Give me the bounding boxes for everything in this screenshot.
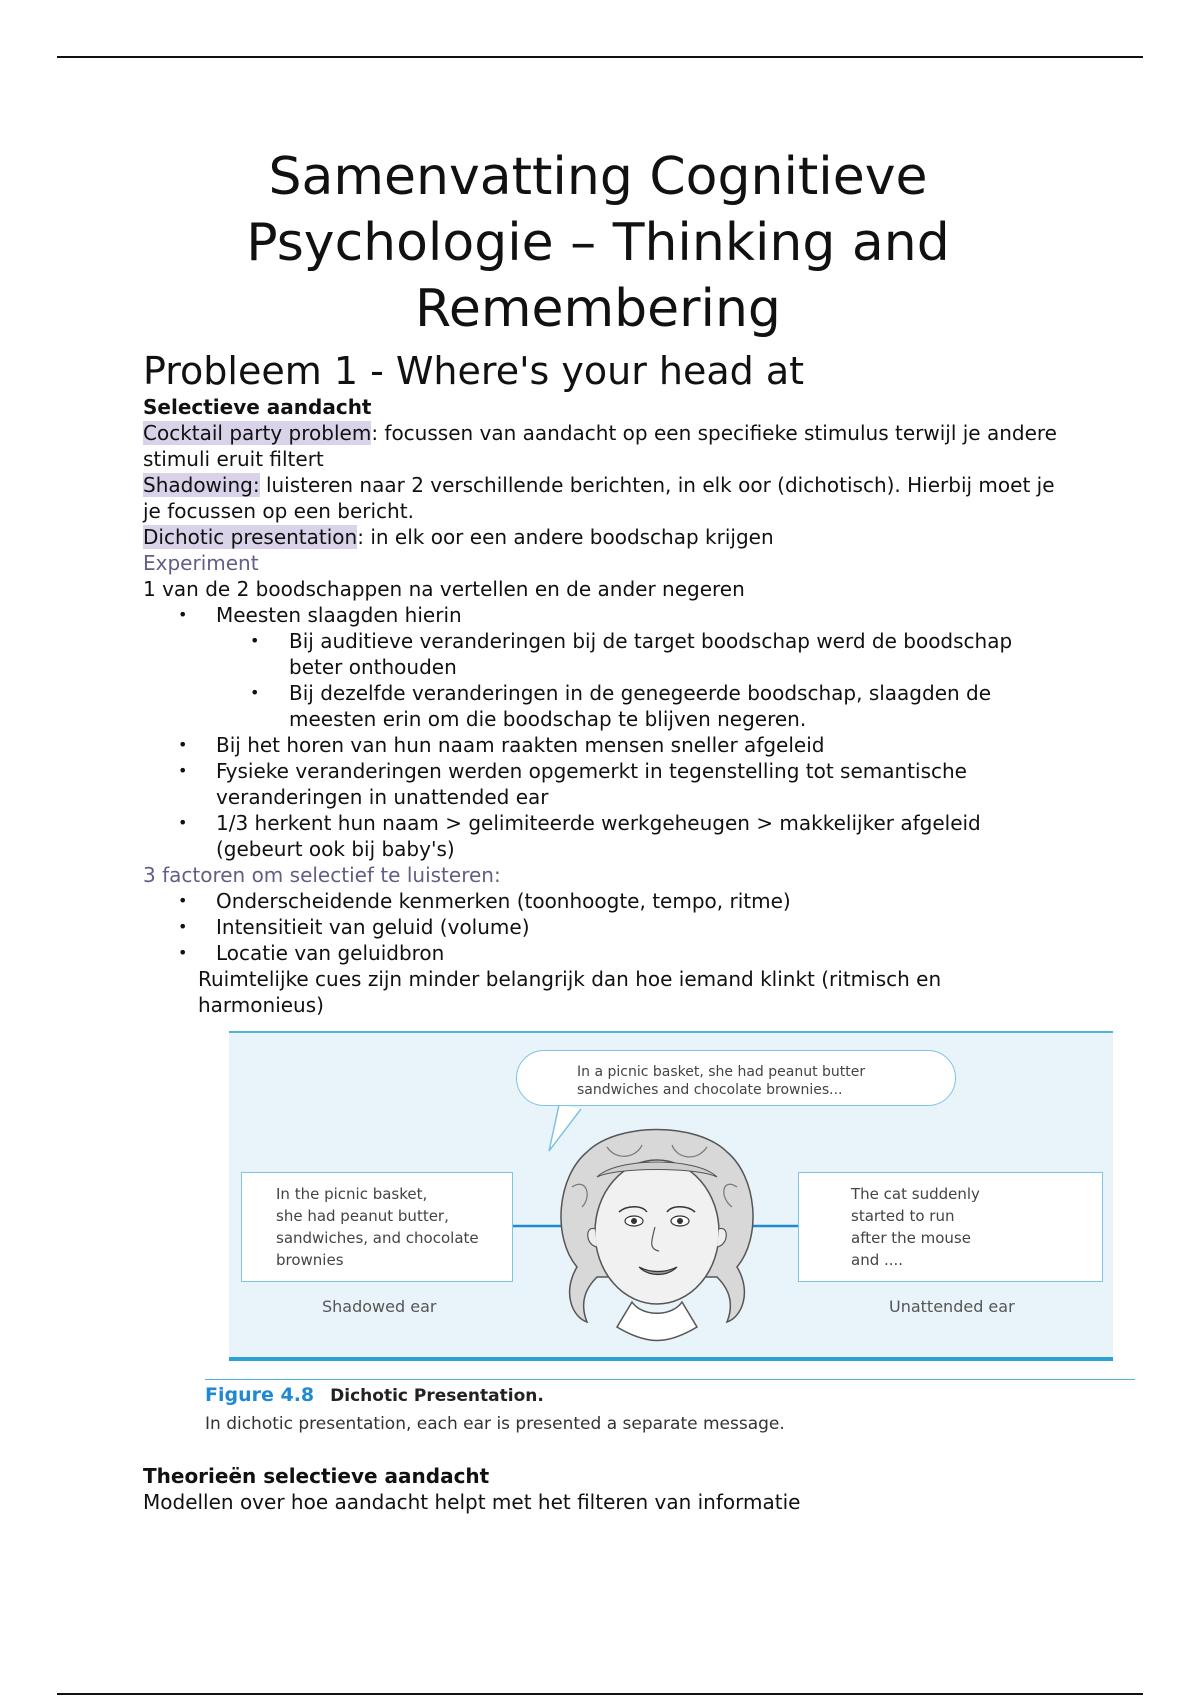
figure-title: Dichotic Presentation.	[330, 1386, 544, 1406]
document-title: Samenvatting Cognitieve Psychologie – Thinking and Remembering	[246, 147, 950, 339]
experiment-label: Experiment	[143, 551, 259, 575]
list-item: • Bij dezelfde veranderingen in de genegeerde boodschap, slaagden de meesten erin om die boodschap te blijven negeren.	[143, 680, 1063, 732]
list-item-text: Meesten slaagden hierin	[216, 603, 462, 627]
message-line: and ....	[851, 1251, 904, 1269]
definition-text: luisteren naar 2 verschillende berichten, in elk oor (dichotisch). Hierbij moet je je focussen op een bericht.	[143, 473, 1055, 523]
unattended-ear-label: Unattended ear	[889, 1297, 1015, 1316]
term-highlight: Cocktail party problem	[143, 421, 372, 445]
experiment-text: 1 van de 2 boodschappen na vertellen en de ander negeren	[143, 577, 745, 601]
definition-text: : in elk oor een andere boodschap krijgen	[357, 525, 774, 549]
definition-dichotic	[143, 524, 1063, 550]
dichotic-figure	[229, 1031, 1113, 1361]
list-item: • Fysieke veranderingen werden opgemerkt in tegenstelling tot semantische veranderingen in unattended ear	[143, 758, 1063, 810]
document-body	[143, 144, 1063, 1018]
bottom-rule	[57, 1693, 1143, 1695]
section-theories	[143, 1463, 1063, 1515]
definition-text: : focussen van aandacht op een specifieke stimulus terwijl je andere stimuli eruit filtert	[143, 421, 1057, 471]
list-item: • Bij auditieve veranderingen bij de target boodschap werd de boodschap beter onthouden	[143, 628, 1063, 680]
message-line: brownies	[276, 1251, 344, 1269]
unattended-message-box	[798, 1172, 1103, 1282]
figure-caption	[205, 1383, 544, 1408]
section-heading: Probleem 1 - Where's your head at	[143, 349, 805, 393]
message-line: sandwiches, and chocolate	[276, 1229, 479, 1247]
definition-shadowing	[143, 472, 1063, 524]
list-item	[143, 602, 1063, 628]
bubble-line: sandwiches and chocolate brownies...	[577, 1082, 843, 1098]
speech-bubble	[516, 1050, 956, 1106]
shadowed-ear-label: Shadowed ear	[322, 1297, 437, 1316]
term-highlight: Shadowing:	[143, 473, 260, 497]
message-line: The cat suddenly	[851, 1185, 980, 1203]
list-item: • Bij het horen van hun naam raakten mensen sneller afgeleid	[143, 732, 1063, 758]
factors-list	[143, 888, 1063, 966]
experiment-sublist	[143, 628, 1063, 732]
message-line: started to run	[851, 1207, 955, 1225]
bubble-line: In a picnic basket, she had peanut butter	[577, 1064, 866, 1080]
definition-cocktail-party	[143, 420, 1063, 472]
list-item: • Locatie van geluidbron	[143, 940, 1063, 966]
factors-label: 3 factoren om selectief te luisteren:	[143, 863, 501, 887]
list-item: • Onderscheidende kenmerken (toonhoogte, tempo, ritme)	[143, 888, 1063, 914]
message-line: she had peanut butter,	[276, 1207, 449, 1225]
woman-face-illustration	[547, 1117, 767, 1357]
top-rule	[57, 56, 1143, 58]
factors-note: Ruimtelijke cues zijn minder belangrijk dan hoe iemand klinkt (ritmisch en harmonieus)	[198, 967, 942, 1017]
figure-number: Figure 4.8	[205, 1384, 315, 1406]
list-item: • Intensitieit van geluid (volume)	[143, 914, 1063, 940]
message-line: after the mouse	[851, 1229, 971, 1247]
figure-caption-text: In dichotic presentation, each ear is presented a separate message.	[205, 1414, 785, 1434]
caption-rule	[205, 1379, 1135, 1380]
shadowed-message-box	[241, 1172, 513, 1282]
paragraph: Modellen over hoe aandacht helpt met het filteren van informatie	[143, 1490, 801, 1514]
subheading: Selectieve aandacht	[143, 395, 372, 419]
experiment-list-continued	[143, 732, 1063, 862]
subheading: Theorieën selectieve aandacht	[143, 1464, 490, 1488]
term-highlight: Dichotic presentation	[143, 525, 358, 549]
experiment-list	[143, 602, 1063, 628]
list-item: • 1/3 herkent hun naam > gelimiteerde werkgeheugen > makkelijker afgeleid (gebeurt ook bij baby's)	[143, 810, 1063, 862]
message-line: In the picnic basket,	[276, 1185, 428, 1203]
